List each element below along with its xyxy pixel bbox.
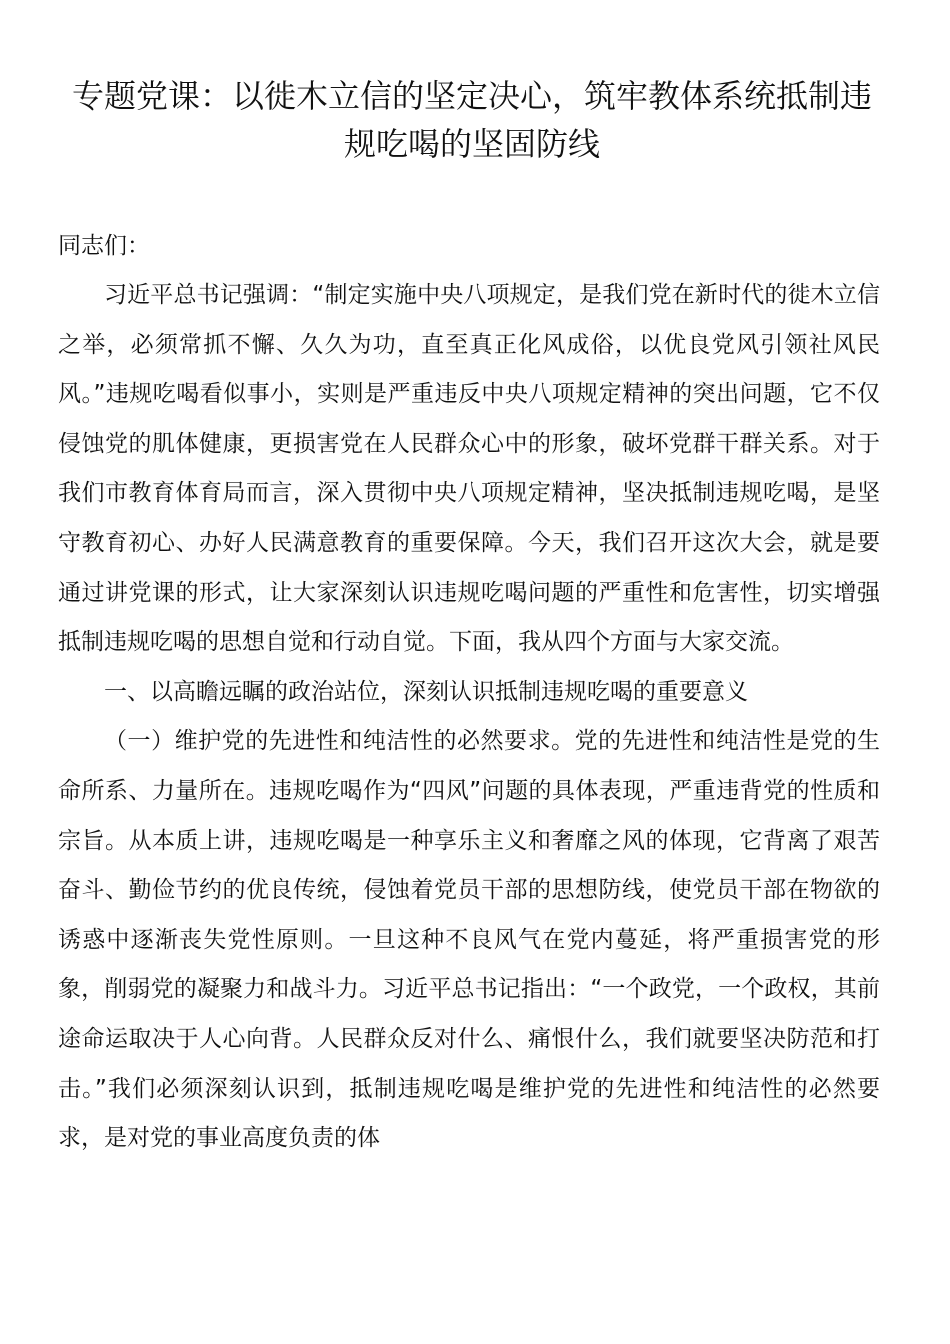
salutation: 同志们： — [58, 233, 150, 259]
section-1-paragraph-1: （一）维护党的先进性和纯洁性的必然要求。党的先进性和纯洁性是党的生命所系、力量所在。违规吃喝作为“四风”问题的具体表现，严重违背党的性质和宗旨。从本质上讲，违规吃喝是一种享乐主义和奢靡之风的体现，它背离了艰苦奋斗、勤俭节约的优良传统，侵蚀着党员干部的思想防线，使党员干部在物欲的诱惑中逐渐丧失党性原则。一旦这种不良风气在党内蔓延，将严重损害党的形象，削弱党的凝聚力和战斗力。习近平总书记指出：“一个政党，一个政权，其前途命运取决于人心向背。人民群众反对什么、痛恨什么，我们就要坚决防范和打击。”我们必须深刻认识到，抵制违规吃喝是维护党的先进性和纯洁性的必然要求，是对党的事业高度负责的体 — [58, 728, 880, 1152]
section-1-heading: 一、以高瞻远瞩的政治站位，深刻认识抵制违规吃喝的重要意义 — [104, 678, 748, 705]
intro-paragraph: 习近平总书记强调：“制定实施中央八项规定，是我们党在新时代的徙木立信之举，必须常抓不懈、久久为功，直至真正化风成俗，以优良党风引领社风民风。”违规吃喝看似事小，实则是严重违反中央八项规定精神的突出问题，它不仅侵蚀党的肌体健康，更损害党在人民群众心中的形象，破坏党群干群关系。对于我们市教育体育局而言，深入贯彻中央八项规定精神，坚决抵制违规吃喝，是坚守教育初心、办好人民满意教育的重要保障。今天，我们召开这次大会，就是要通过讲党课的形式，让大家深刻认识违规吃喝问题的严重性和危害性，切实增强抵制违规吃喝的思想自觉和行动自觉。下面，我从四个方面与大家交流。 — [58, 282, 880, 656]
document-title: 专题党课：以徙木立信的坚定决心，筑牢教体系统抵制违规吃喝的坚固防线 — [71, 77, 872, 163]
